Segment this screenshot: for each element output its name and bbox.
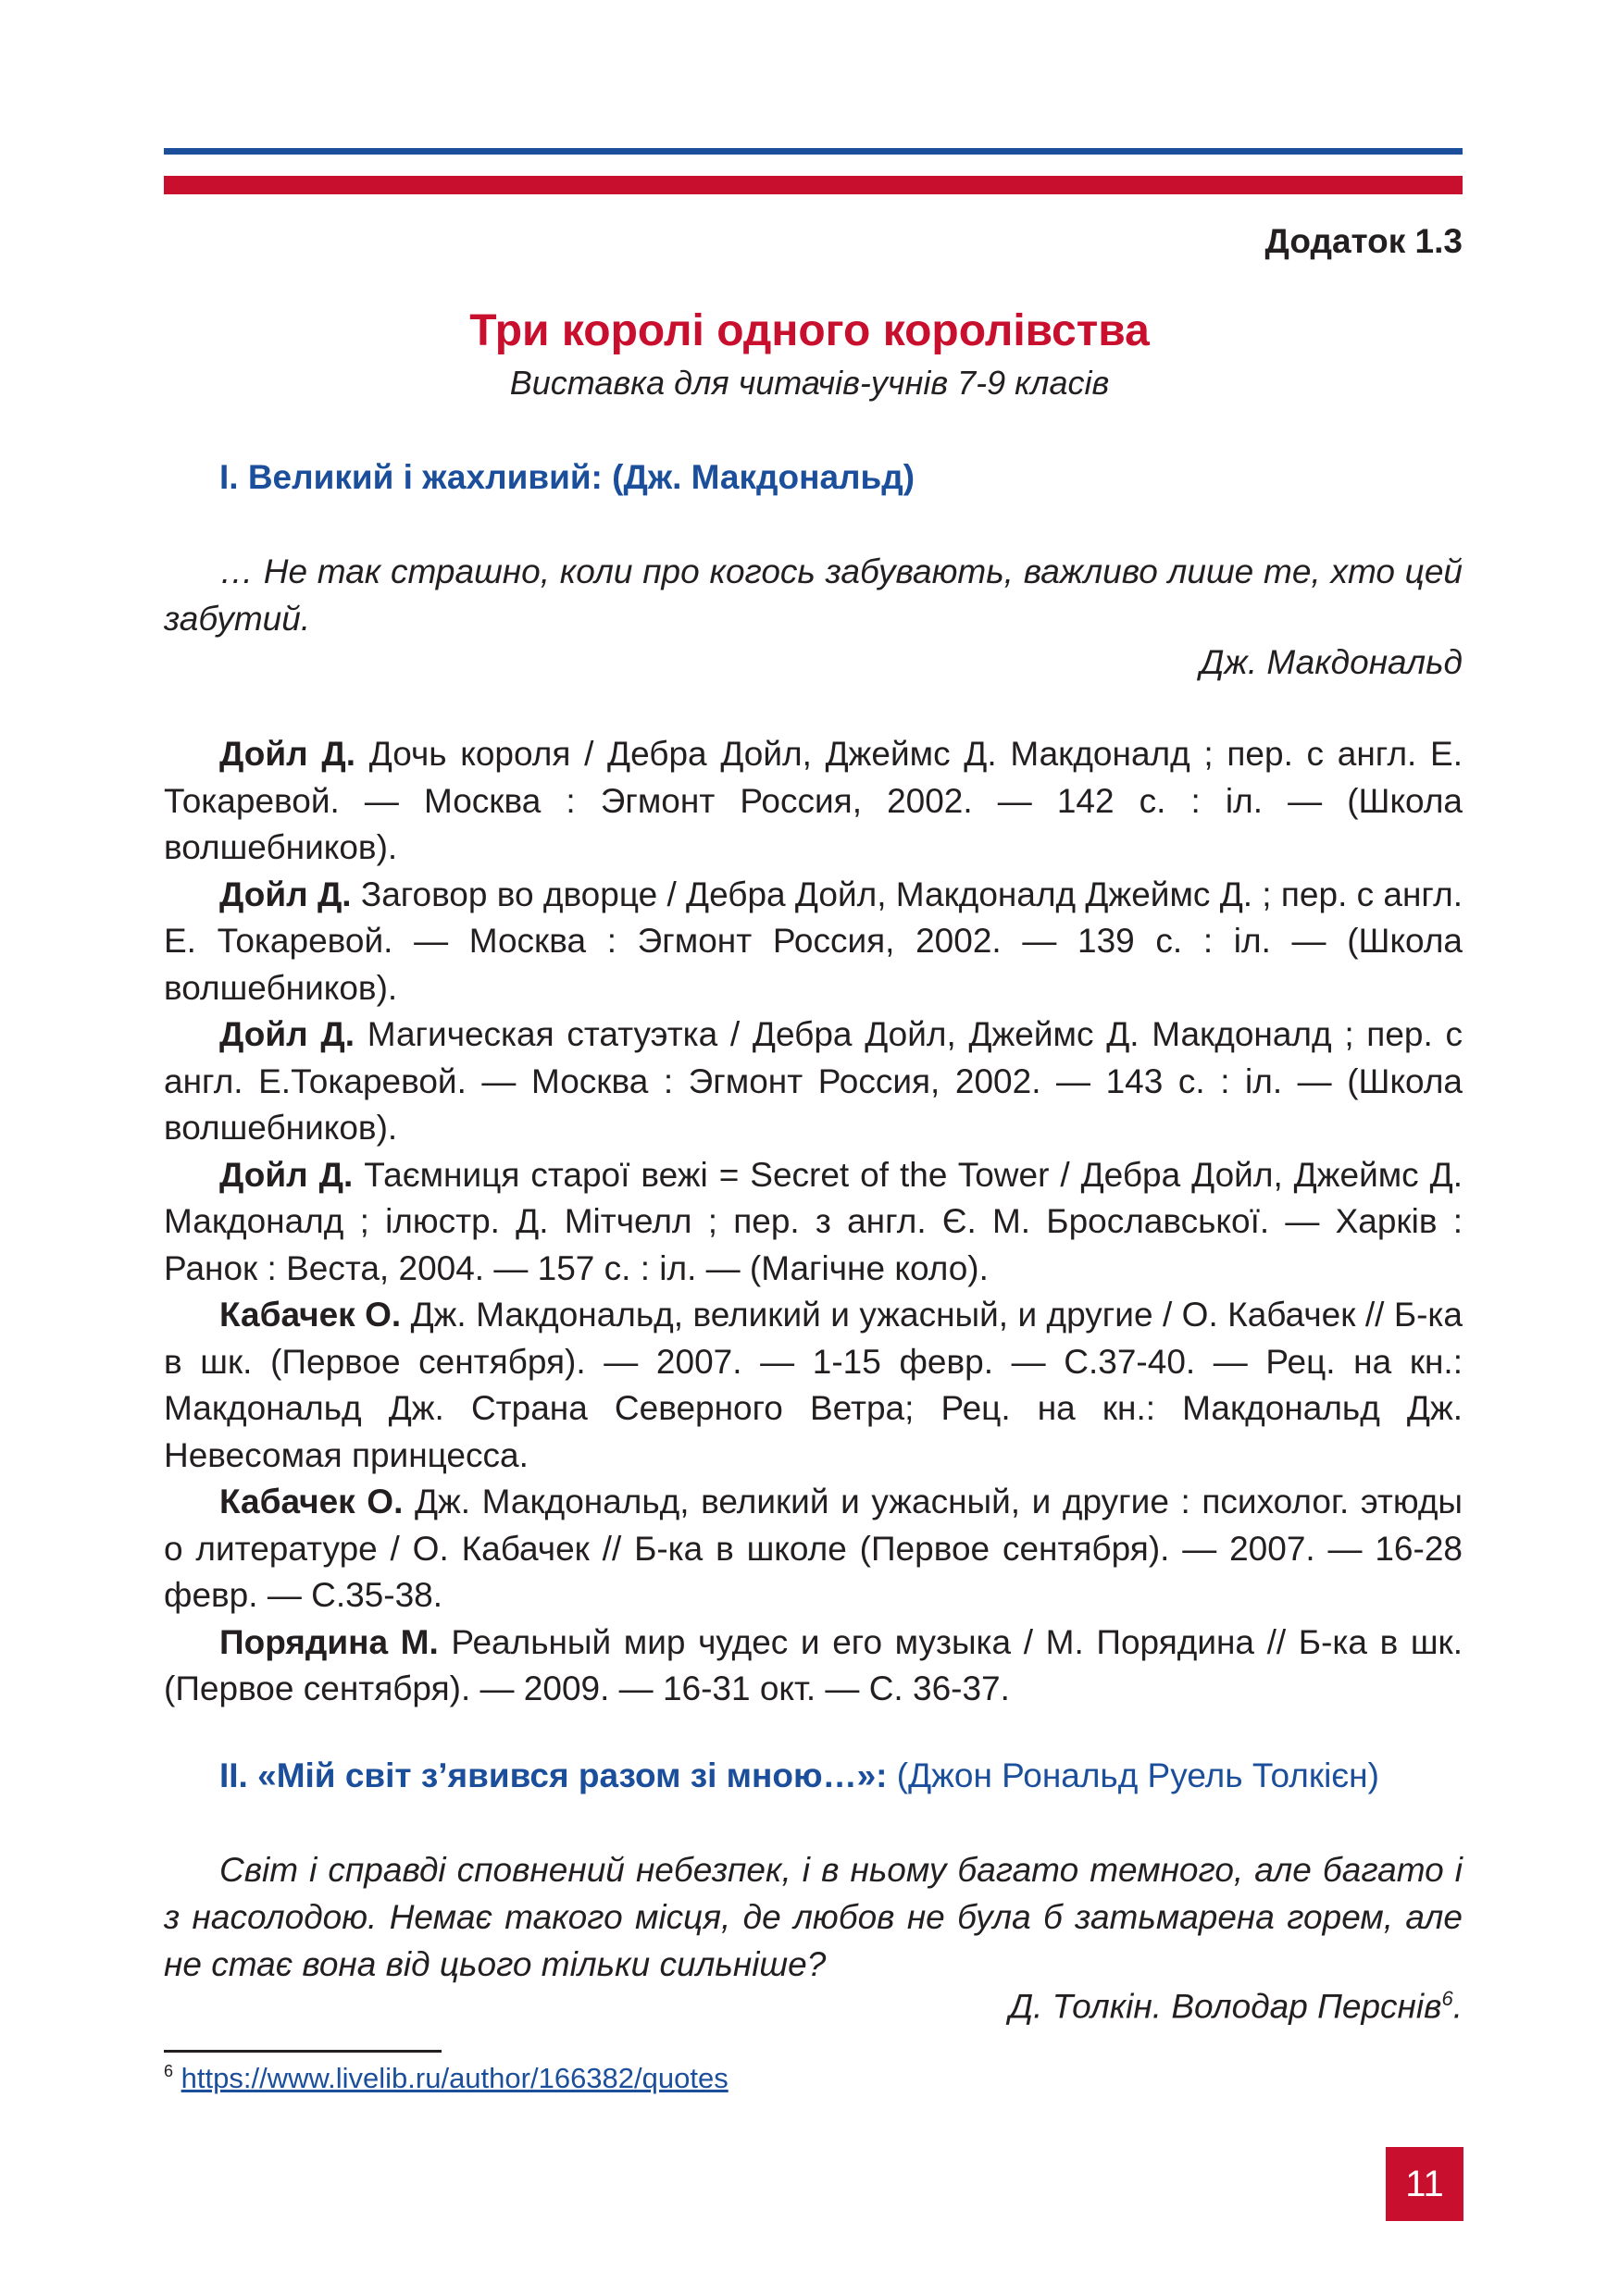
- section-2-heading-normal: (Джон Рональд Руель Толкієн): [887, 1756, 1379, 1794]
- bibliography-entry: [164, 1479, 1463, 1620]
- page-number: 11: [1386, 2147, 1463, 2221]
- entry-author: Дойл Д.: [219, 735, 356, 773]
- section-2-quote-author: Д. Толкін. Володар Перснів$^6$.: [1009, 1987, 1463, 2026]
- section-2-author-text: Д. Толкін. Володар Перснів: [1009, 1987, 1442, 2026]
- section-1-quote-author: Дж. Макдональд: [1200, 643, 1463, 681]
- section-2-heading: [219, 1756, 1379, 1795]
- bibliography-entry: [164, 1011, 1463, 1152]
- footnote-number: 6: [164, 2062, 174, 2080]
- bibliography-list: [164, 731, 1463, 1713]
- entry-author: Дойл Д.: [219, 1015, 355, 1053]
- footnote-link[interactable]: https://www.livelib.ru/author/166382/quotes: [181, 2062, 729, 2094]
- entry-author: Дойл Д.: [219, 875, 352, 913]
- appendix-label: Додаток 1.3: [1264, 222, 1463, 260]
- section-2-heading-bold: II. «Мій світ з’явився разом зі мною…»:: [219, 1756, 888, 1794]
- footnote-ref: 6: [1441, 1987, 1453, 2010]
- bibliography-entry: [164, 1152, 1463, 1293]
- entry-author: Дойл Д.: [219, 1155, 354, 1194]
- entry-text: Реальный мир чудес и его музыка / М. Порядина // Б-ка в шк. (Первое сентября). — 2009. — 16-31 окт. — С. 36-37.: [164, 1622, 1463, 1707]
- footnote: [164, 2062, 729, 2095]
- entry-author: Порядина М.: [219, 1622, 439, 1661]
- page-subtitle: Виставка для читачів-учнів 7-9 класів: [509, 364, 1110, 402]
- bibliography-entry: [164, 1292, 1463, 1479]
- bibliography-entry: [164, 872, 1463, 1012]
- header-rule-red: [164, 176, 1463, 194]
- section-1-heading: I. Великий і жахливий: (Дж. Макдональд): [219, 458, 915, 496]
- footnote-divider: [164, 2050, 442, 2053]
- bibliography-entry: [164, 731, 1463, 872]
- entry-text: Магическая статуэтка / Дебра Дойл, Джеймс Д. Макдоналд ; пер. с англ. Е.Токаревой. — Москва : Эгмонт Россия, 2002. — 143 с. : іл. — (Школа волшебников).: [164, 1015, 1463, 1147]
- section-1-quote: … Не так страшно, коли про когось забувають, важливо лише те, хто цей забутий.: [164, 552, 1463, 638]
- page-title: Три королі одного королівства: [469, 306, 1150, 355]
- entry-text: Дж. Макдональд, великий и ужасный, и другие / О. Кабачек // Б-ка в шк. (Первое сентября). — 2007. — 1-15 февр. — С.37-40. — Рец. на кн.: Макдональд Дж. Страна Северного Ветра; Рец. на кн.: Макдональд Дж. Невесомая принцесса.: [164, 1296, 1463, 1474]
- entry-text: Дж. Макдональд, великий и ужасный, и другие : психолог. этюды о литературе / О. Кабачек // Б-ка в школе (Первое сентября). — 2007. — 16-28 февр. — С.35-38.: [164, 1483, 1463, 1614]
- section-2-quote: Світ і справді сповнений небезпек, і в ньому багато темного, але багато і з насолодою. Немає такого місця, де любов не була б затьмарена горем, але не стає вона від цього тільки сильніше?: [164, 1851, 1463, 1983]
- entry-text: Таємниця старої вежі = Secret of the Tower / Дебра Дойл, Джеймс Д. Макдоналд ; ілюстр. Д. Мітчелл ; пер. з англ. Є. М. Брославської. — Харків : Ранок : Веста, 2004. — 157 с. : іл. — (Магічне коло).: [164, 1155, 1463, 1287]
- bibliography-entry: [164, 1620, 1463, 1713]
- entry-author: Кабачек О.: [219, 1483, 404, 1520]
- entry-text: Заговор во дворце / Дебра Дойл, Макдоналд Джеймс Д. ; пер. с англ. Е. Токаревой. — Москва : Эгмонт Россия, 2002. — 139 с. : іл. — (Школа волшебников).: [164, 875, 1463, 1007]
- entry-text: Дочь короля / Дебра Дойл, Джеймс Д. Макдоналд ; пер. с англ. Е. Токаревой. — Москва : Эгмонт Россия, 2002. — 142 с. : іл. — (Школа волшебников).: [164, 735, 1463, 866]
- header-rule-blue: [164, 148, 1463, 155]
- entry-author: Кабачек О.: [219, 1296, 402, 1334]
